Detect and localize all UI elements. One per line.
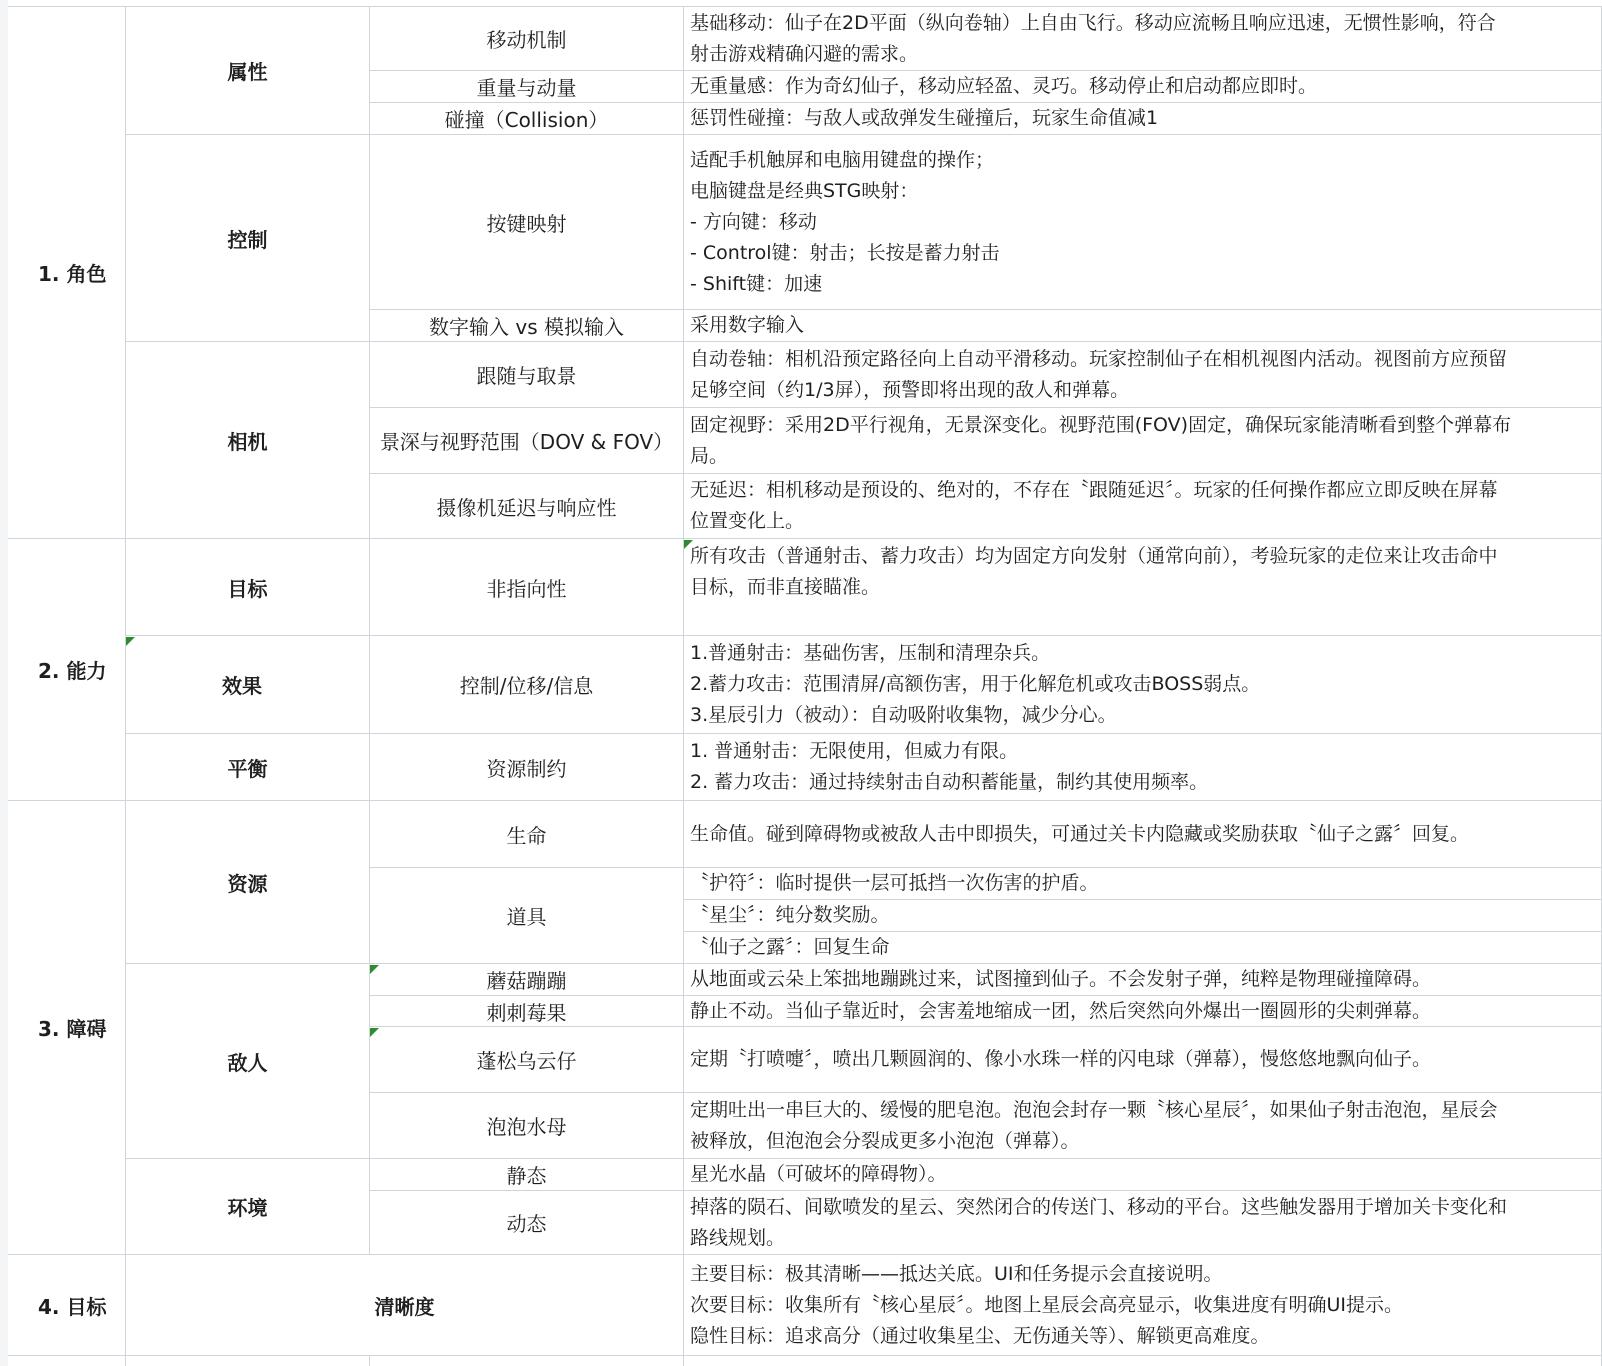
item-cell[interactable]: [370, 964, 684, 996]
description-line: 〝星尘〞：纯分数奖励。: [690, 904, 890, 926]
subcategory-cell[interactable]: [126, 1159, 370, 1255]
description-line: 足够空间（约1/3屏），预警即将出现的敌人和弹幕。: [690, 378, 1130, 401]
subcategory-label: 控制: [227, 227, 268, 252]
description-line: 无重量感：作为奇幻仙子，移动应轻盈、灵巧。移动停止和启动都应即时。: [690, 75, 1318, 97]
description-text: [690, 638, 1260, 731]
subcategory-label: 清晰度: [374, 1294, 435, 1319]
description-cell[interactable]: [684, 1027, 1602, 1093]
item-label: 静态: [506, 1164, 547, 1188]
description-line: 定期吐出一串巨大的、缓慢的肥皂泡。泡泡会封存一颗〝核心星辰〞，如果仙子射击泡泡，星辰会: [690, 1098, 1498, 1121]
description-text: [690, 410, 1511, 472]
category-label: 2. 能力: [38, 659, 107, 683]
description-line: 基础移动：仙子在2D平面（纵向卷轴）上自由飞行。移动应流畅且响应迅速，无惯性影响，符合: [690, 11, 1496, 34]
description-text: [690, 344, 1507, 406]
category-cell[interactable]: [8, 801, 126, 1255]
description-text: [690, 8, 1496, 70]
comment-marker-icon[interactable]: [370, 965, 379, 974]
item-label: 道具: [506, 905, 547, 929]
description-text: [690, 71, 1317, 102]
description-line: 电脑键盘是经典STG映射：: [690, 179, 919, 202]
item-cell[interactable]: [370, 135, 684, 310]
subcategory-label: 环境: [227, 1196, 268, 1220]
description-text: [690, 1095, 1498, 1157]
description-text: [690, 1192, 1507, 1254]
subcategory-cell[interactable]: [126, 135, 370, 342]
item-label: 移动机制: [486, 28, 567, 52]
description-cell[interactable]: [684, 342, 1602, 408]
item-cell[interactable]: [370, 996, 684, 1027]
description-cell[interactable]: [684, 1159, 1602, 1191]
item-cell[interactable]: [370, 6, 684, 71]
subcategory-label: 效果: [222, 674, 262, 698]
subcategory-label: 属性: [227, 60, 268, 84]
description-text: [690, 819, 1469, 850]
description-cell[interactable]: [684, 932, 1602, 964]
item-cell[interactable]: [370, 1191, 684, 1255]
item-cell[interactable]: [370, 1159, 684, 1191]
description-line: 惩罚性碰撞：与敌人或敌弹发生碰撞后，玩家生命值减1: [690, 107, 1159, 129]
description-cell[interactable]: [684, 734, 1602, 801]
empty-cell[interactable]: [684, 1356, 1602, 1366]
comment-marker-icon[interactable]: [684, 540, 693, 549]
item-label: 资源制约: [486, 756, 567, 781]
description-line: 2. 蓄力攻击：通过持续射击自动积蓄能量，制约其使用频率。: [690, 771, 1209, 793]
subcategory-cell[interactable]: [126, 801, 370, 964]
description-line: 1. 普通射击：无限使用，但威力有限。: [690, 740, 1019, 762]
item-cell[interactable]: [370, 1027, 684, 1093]
description-text: [690, 996, 1431, 1027]
item-label: 摄像机延迟与响应性: [436, 495, 617, 520]
item-label: 控制/位移/信息: [459, 674, 594, 698]
item-label: 蓬松乌云仔: [476, 1049, 577, 1073]
description-line: - 方向键：移动: [690, 210, 817, 233]
subcategory-label: 相机: [227, 429, 268, 454]
item-label: 非指向性: [486, 576, 567, 601]
description-cell[interactable]: [684, 636, 1602, 734]
description-line: 目标，而非直接瞄准。: [690, 576, 881, 598]
item-cell[interactable]: [370, 1093, 684, 1159]
description-line: 射击游戏精确闪避的需求。: [690, 42, 919, 65]
description-cell[interactable]: [684, 1191, 1602, 1255]
description-line: 位置变化上。: [690, 510, 805, 532]
item-cell[interactable]: [370, 539, 684, 636]
empty-cell[interactable]: [370, 1356, 684, 1366]
item-label: 生命: [506, 823, 547, 848]
description-text: [690, 932, 890, 963]
description-line: 自动卷轴：相机沿预定路径向上自动平滑移动。玩家控制仙子在相机视图内活动。视图前方应预留: [690, 347, 1508, 370]
item-cell[interactable]: [370, 310, 684, 342]
description-cell[interactable]: [684, 6, 1602, 71]
description-line: 掉落的陨石、间歇喷发的星云、突然闭合的传送门、移动的平台。这些触发器用于增加关卡变化和: [690, 1195, 1508, 1218]
description-text: [690, 1159, 947, 1190]
description-line: 局。: [690, 444, 729, 467]
item-cell[interactable]: [370, 868, 684, 964]
subcategory-cell[interactable]: [126, 342, 370, 539]
description-cell[interactable]: [684, 408, 1602, 474]
item-label: 重量与动量: [476, 76, 577, 100]
description-line: 采用数字输入: [690, 314, 805, 336]
description-cell[interactable]: [684, 964, 1602, 996]
description-text: [690, 1259, 1403, 1352]
description-text: [690, 1044, 1431, 1075]
description-cell[interactable]: [684, 310, 1602, 342]
description-line: 从地面或云朵上笨拙地蹦跳过来，试图撞到仙子。不会发射子弹，纯粹是物理碰撞障碍。: [690, 968, 1432, 990]
description-text: [690, 541, 1498, 603]
category-cell[interactable]: [8, 6, 126, 539]
description-cell[interactable]: [684, 135, 1602, 310]
description-cell[interactable]: [684, 868, 1602, 900]
category-cell[interactable]: [8, 539, 126, 801]
description-line: 生命值。碰到障碍物或被敌人击中即损失，可通过关卡内隐藏或奖励获取〝仙子之露〞回复。: [690, 822, 1470, 845]
description-text: [690, 736, 1208, 798]
description-line: 适配手机触屏和电脑用键盘的操作；: [690, 148, 995, 171]
subcategory-cell[interactable]: [126, 734, 370, 801]
description-line: 路线规划。: [690, 1226, 786, 1249]
item-label: 刺刺莓果: [486, 1000, 567, 1025]
description-cell[interactable]: [684, 474, 1602, 539]
description-line: 2.蓄力攻击：范围清屏/高额伤害，用于化解危机或攻击BOSS弱点。: [690, 673, 1261, 695]
description-cell[interactable]: [684, 71, 1602, 103]
row-header-strip: [0, 0, 8, 1366]
subcategory-label: 平衡: [227, 756, 268, 781]
description-text: [690, 475, 1498, 537]
description-text: [690, 310, 804, 341]
comment-marker-icon[interactable]: [370, 1028, 379, 1037]
item-cell[interactable]: [370, 342, 684, 408]
description-cell[interactable]: [684, 801, 1602, 868]
item-label: 跟随与取景: [476, 364, 577, 388]
description-cell[interactable]: [684, 539, 1602, 636]
description-line: - Shift键：加速: [690, 272, 823, 295]
empty-cell[interactable]: [8, 1356, 126, 1366]
description-cell[interactable]: [684, 1093, 1602, 1159]
item-cell[interactable]: [370, 408, 684, 474]
category-label: 1. 角色: [38, 262, 107, 286]
item-cell[interactable]: [370, 801, 684, 868]
description-line: 星光水晶（可破坏的障碍物）。: [690, 1163, 947, 1185]
description-line: 〝仙子之露〞：回复生命: [690, 936, 890, 958]
description-line: 1.普通射击：基础伤害，压制和清理杂兵。: [690, 642, 1051, 664]
description-line: 〝护符〞：临时提供一层可抵挡一次伤害的护盾。: [690, 872, 1099, 894]
description-cell[interactable]: [684, 900, 1602, 932]
item-label: 碰撞（Collision）: [444, 108, 609, 132]
description-line: - Control键：射击；长按是蓄力射击: [690, 241, 1000, 264]
item-cell[interactable]: [370, 474, 684, 539]
comment-marker-icon[interactable]: [126, 637, 135, 646]
description-line: 主要目标：极其清晰——抵达关底。UI和任务提示会直接说明。: [690, 1262, 1223, 1285]
subcategory-cell[interactable]: [126, 636, 370, 734]
description-line: 被释放，但泡泡会分裂成更多小泡泡（弹幕）。: [690, 1129, 1080, 1152]
subcategory-label: 资源: [227, 871, 268, 896]
item-cell[interactable]: [370, 734, 684, 801]
item-label: 蘑菇蹦蹦: [486, 969, 567, 993]
item-label: 泡泡水母: [486, 1115, 567, 1139]
subcategory-cell[interactable]: [126, 964, 370, 1159]
description-line: 所有攻击（普通射击、蓄力攻击）均为固定方向发射（通常向前），考验玩家的走位来让攻击命中: [690, 545, 1498, 567]
description-line: 静止不动。当仙子靠近时，会害羞地缩成一团，然后突然向外爆出一圈圆形的尖刺弹幕。: [690, 999, 1432, 1022]
description-text: [690, 900, 890, 931]
description-line: 隐性目标：追求高分（通过收集星尘、无伤通关等）、解锁更高难度。: [690, 1324, 1270, 1347]
category-cell[interactable]: [8, 1255, 126, 1356]
description-line: 固定视野：采用2D平行视角，无景深变化。视野范围(FOV)固定，确保玩家能清晰看到整个弹幕布: [690, 413, 1512, 436]
description-cell[interactable]: [684, 103, 1602, 135]
subcategory-cell[interactable]: [126, 6, 370, 135]
item-cell[interactable]: [370, 71, 684, 103]
description-text: [690, 145, 1000, 300]
category-label: 3. 障碍: [38, 1017, 107, 1041]
item-label: 数字输入 vs 模拟输入: [429, 315, 624, 339]
empty-cell[interactable]: [126, 1356, 370, 1366]
item-label: 按键映射: [486, 211, 567, 236]
description-cell[interactable]: [684, 1255, 1602, 1356]
description-text: [690, 103, 1158, 134]
subcategory-cell[interactable]: [126, 1255, 684, 1356]
item-label: 动态: [506, 1212, 547, 1236]
subcategory-cell[interactable]: [126, 539, 370, 636]
description-line: 次要目标：收集所有〝核心星辰〞。地图上星辰会高亮显示，收集进度有明确UI提示。: [690, 1293, 1404, 1316]
description-line: 3.星辰引力（被动）：自动吸附收集物，减少分心。: [690, 704, 1117, 726]
item-cell[interactable]: [370, 636, 684, 734]
category-label: 4. 目标: [38, 1294, 107, 1319]
description-text: [690, 868, 1099, 899]
subcategory-label: 敌人: [227, 1050, 268, 1075]
subcategory-label: 目标: [227, 576, 268, 601]
item-label: 景深与视野范围（DOV & FOV）: [379, 430, 674, 454]
description-line: 无延迟：相机移动是预设的、绝对的，不存在〝跟随延迟〞。玩家的任何操作都应立即反映在屏幕: [690, 479, 1498, 501]
description-line: 定期〝打喷嚏〞，喷出几颗圆润的、像小水珠一样的闪电球（弹幕），慢悠悠地飘向仙子。: [690, 1048, 1432, 1070]
description-text: [690, 964, 1431, 995]
description-cell[interactable]: [684, 996, 1602, 1027]
item-cell[interactable]: [370, 103, 684, 135]
